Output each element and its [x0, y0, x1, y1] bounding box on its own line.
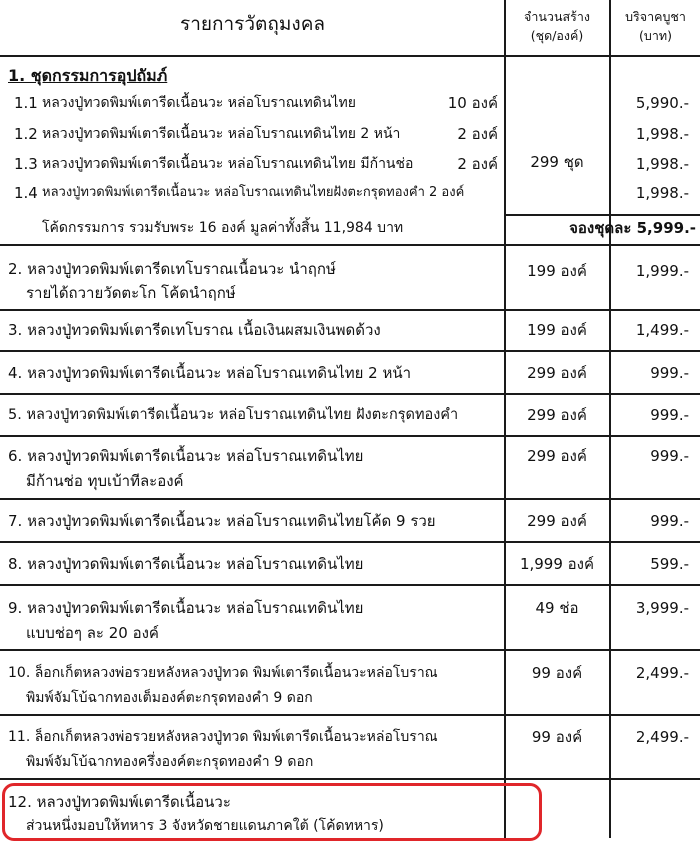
set1-summary: โค้ดกรรมการ รวมรับพระ 16 องค์ มูลค่าทั้งสิ้น 11,984 บาท — [42, 220, 404, 236]
row-divider — [0, 393, 700, 395]
item-price: 3,999.- — [635, 599, 689, 617]
row-divider — [0, 778, 700, 780]
item-quantity: 199 องค์ — [527, 262, 587, 280]
item-line1: 8. หลวงปู่ทวดพิมพ์เตารีดเนื้อนวะ หล่อโบราณเทดินไทย — [8, 555, 364, 573]
set1-sub-price: 5,990.- — [635, 94, 689, 112]
item-quantity: 299 องค์ — [527, 364, 587, 382]
set1-sub-price: 1,998.- — [635, 155, 689, 173]
item-quantity: 99 องค์ — [531, 728, 583, 746]
row-divider — [0, 435, 700, 437]
item-price: 2,499.- — [635, 728, 689, 746]
item-price: 999.- — [650, 512, 689, 530]
set1-sub-price: 1,998.- — [635, 184, 689, 202]
set1-sub-text: หลวงปู่ทวดพิมพ์เตารีดเนื้อนวะ หล่อโบราณเทดินไทยฝังตะกรุดทองคำ 2 องค์ — [42, 185, 465, 200]
item-price: 1,499.- — [635, 321, 689, 339]
item-quantity: 299 องค์ — [527, 447, 587, 465]
item-price: 999.- — [650, 447, 689, 465]
item-line1: 4. หลวงปู่ทวดพิมพ์เตารีดเนื้อนวะ หล่อโบราณเทดินไทย 2 หน้า — [8, 364, 412, 382]
row-divider — [0, 244, 700, 246]
row-divider — [504, 214, 700, 216]
set1-sub-text: หลวงปู่ทวดพิมพ์เตารีดเนื้อนวะ หล่อโบราณเทดินไทย — [42, 95, 356, 111]
item-price: 2,499.- — [635, 664, 689, 682]
item-line2: รายได้ถวายวัดตะโก โค้ดนำฤกษ์ — [26, 284, 236, 302]
header-quantity-line2: (ชุด/องค์) — [530, 28, 584, 43]
item-line2: แบบช่อๆ ละ 20 องค์ — [26, 624, 159, 642]
item-line2: พิมพ์จัมโบ้ฉากทองเต็มองค์ตะกรุดทองคำ 9 ดอก — [26, 690, 313, 706]
item-quantity: 299 องค์ — [527, 406, 587, 424]
set1-quantity: 299 ชุด — [530, 153, 584, 171]
set1-sub-number: 1.3 — [14, 155, 38, 173]
item-line1: 6. หลวงปู่ทวดพิมพ์เตารีดเนื้อนวะ หล่อโบราณเทดินไทย — [8, 447, 364, 465]
header-quantity-line1: จำนวนสร้าง — [524, 9, 590, 24]
set1-sub-number: 1.2 — [14, 125, 38, 143]
item-line2: ส่วนหนึ่งมอบให้ทหาร 3 จังหวัดชายแดนภาคใต้ (โค้ดทหาร) — [26, 818, 384, 834]
item-price: 599.- — [650, 555, 689, 573]
set1-sub-number: 1.4 — [14, 184, 38, 202]
header-item-column: รายการวัตถุมงคล — [180, 13, 326, 35]
row-divider — [0, 309, 700, 311]
item-line1: 12. หลวงปู่ทวดพิมพ์เตารีดเนื้อนวะ — [8, 793, 231, 811]
row-divider — [0, 649, 700, 651]
item-price: 1,999.- — [635, 262, 689, 280]
item-quantity: 199 องค์ — [527, 321, 587, 339]
set1-title: 1. ชุดกรรมการอุปถัมภ์ — [8, 66, 168, 85]
item-price: 999.- — [650, 364, 689, 382]
row-divider — [0, 584, 700, 586]
item-line1: 11. ล็อกเก็ตหลวงพ่อรวยหลังหลวงปู่ทวด พิมพ์เตารีดเนื้อนวะหล่อโบราณ — [8, 729, 438, 745]
row-divider — [0, 350, 700, 352]
row-divider — [0, 498, 700, 500]
row-divider — [0, 714, 700, 716]
set1-sub-text: หลวงปู่ทวดพิมพ์เตารีดเนื้อนวะ หล่อโบราณเทดินไทย 2 หน้า — [42, 126, 401, 142]
set1-sub-price: 1,998.- — [635, 125, 689, 143]
item-line1: 7. หลวงปู่ทวดพิมพ์เตารีดเนื้อนวะ หล่อโบราณเทดินไทยโค้ด 9 รวย — [8, 512, 436, 530]
item-line1: 3. หลวงปู่ทวดพิมพ์เตารีดเทโบราณ เนื้อเงินผสมเงินพดด้วง — [8, 321, 381, 339]
set1-sub-number: 1.1 — [14, 94, 38, 112]
item-price: 999.- — [650, 406, 689, 424]
header-price-line2: (บาท) — [639, 28, 672, 43]
item-line2: พิมพ์จัมโบ้ฉากทองครึ่งองค์ตะกรุดทองคำ 9 ดอก — [26, 754, 314, 770]
item-quantity: 49 ช่อ — [535, 599, 579, 617]
set1-booking-price: จองชุดละ 5,999.- — [569, 219, 696, 237]
item-line1: 10. ล็อกเก็ตหลวงพ่อรวยหลังหลวงปู่ทวด พิมพ์เตารีดเนื้อนวะหล่อโบราณ — [8, 665, 438, 681]
item-line2: มีก้านช่อ ทุบเบ้าทีละองค์ — [26, 472, 184, 490]
row-divider — [0, 55, 700, 57]
set1-sub-count: 10 องค์ — [447, 94, 498, 112]
set1-sub-count: 2 องค์ — [457, 155, 498, 173]
highlight-circle — [2, 783, 542, 841]
item-quantity: 299 องค์ — [527, 512, 587, 530]
item-line1: 2. หลวงปู่ทวดพิมพ์เตารีดเทโบราณเนื้อนวะ นำฤกษ์ — [8, 260, 336, 278]
set1-sub-text: หลวงปู่ทวดพิมพ์เตารีดเนื้อนวะ หล่อโบราณเทดินไทย มีก้านช่อ — [42, 156, 414, 172]
item-line1: 9. หลวงปู่ทวดพิมพ์เตารีดเนื้อนวะ หล่อโบราณเทดินไทย — [8, 599, 364, 617]
row-divider — [0, 541, 700, 543]
item-quantity: 99 องค์ — [531, 664, 583, 682]
item-line1: 5. หลวงปู่ทวดพิมพ์เตารีดเนื้อนวะ หล่อโบราณเทดินไทย ฝังตะกรุดทองคำ — [8, 407, 459, 423]
item-quantity: 1,999 องค์ — [519, 555, 595, 573]
header-price-line1: บริจาคบูชา — [625, 9, 686, 24]
set1-sub-count: 2 องค์ — [457, 125, 498, 143]
